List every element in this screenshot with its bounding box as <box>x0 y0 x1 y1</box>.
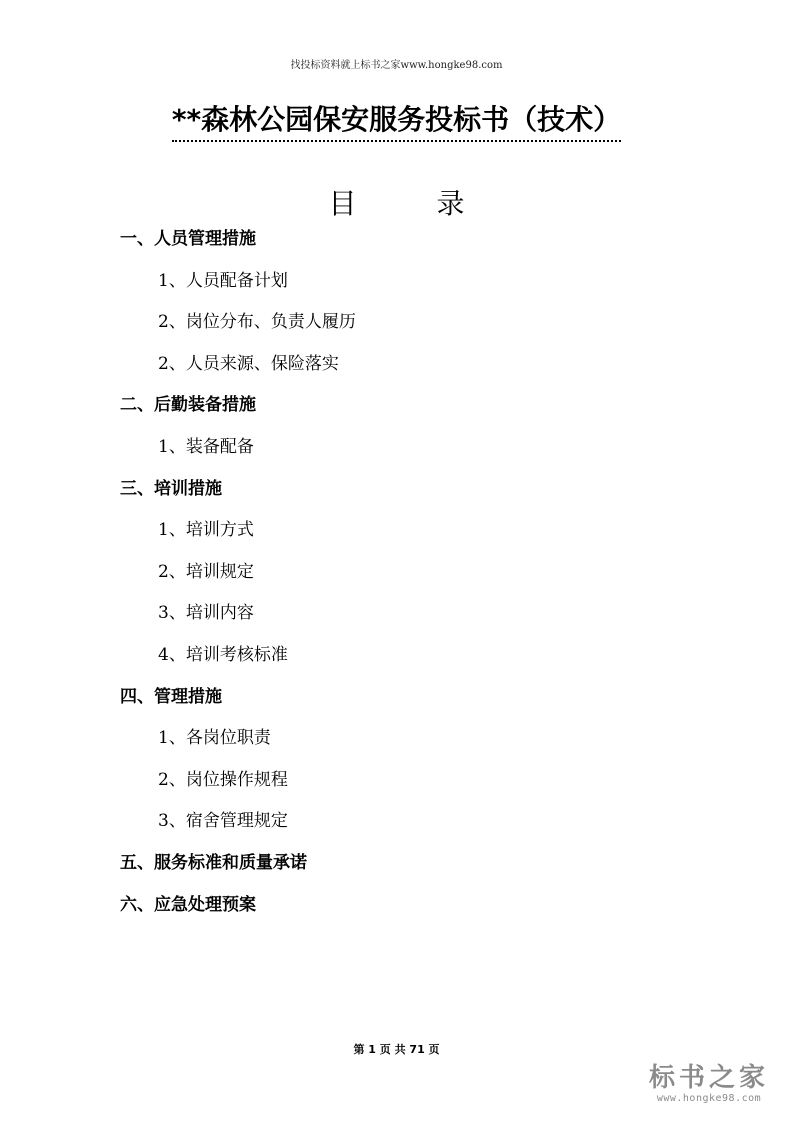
watermark-brand: 标书之家 <box>648 1063 769 1093</box>
toc-subsection-item: 1、装备配备 <box>158 437 254 457</box>
document-title <box>0 98 793 142</box>
toc-heading-right: 录 <box>436 187 465 220</box>
toc-section-item: 五、服务标准和质量承诺 <box>120 853 307 873</box>
toc-subsection-item: 2、培训规定 <box>158 562 254 582</box>
toc-subsection-item: 1、培训方式 <box>158 520 254 540</box>
toc-subsection-item: 1、各岗位职责 <box>158 728 271 748</box>
page-footer: 第 1 页 共 71 页 <box>353 1043 440 1056</box>
document-title-text: **森林公园保安服务投标书（技术） <box>172 98 621 142</box>
toc-section-item: 二、后勤装备措施 <box>120 395 256 415</box>
toc-subsection-item: 2、岗位操作规程 <box>158 770 288 790</box>
watermark-logo <box>639 1063 779 1104</box>
toc-subsection-item: 4、培训考核标准 <box>158 645 288 665</box>
toc-section-item: 六、应急处理预案 <box>120 895 256 915</box>
toc-section-item: 三、培训措施 <box>120 479 222 499</box>
toc-heading <box>0 182 793 222</box>
header-note: 找投标资料就上标书之家www.hongke98.com <box>290 60 503 71</box>
toc-subsection-item: 3、培训内容 <box>158 603 254 623</box>
watermark-url: www.hongke98.com <box>656 1093 762 1104</box>
toc-subsection-item: 2、岗位分布、负责人履历 <box>158 312 356 332</box>
toc-subsection-item: 2、人员来源、保险落实 <box>158 354 339 374</box>
toc-section-item: 四、管理措施 <box>120 687 222 707</box>
toc-heading-left: 目 <box>328 187 357 220</box>
toc-subsection-item: 3、宿舍管理规定 <box>158 811 288 831</box>
toc-section-item: 一、人员管理措施 <box>120 229 256 249</box>
toc-subsection-item: 1、人员配备计划 <box>158 271 288 291</box>
